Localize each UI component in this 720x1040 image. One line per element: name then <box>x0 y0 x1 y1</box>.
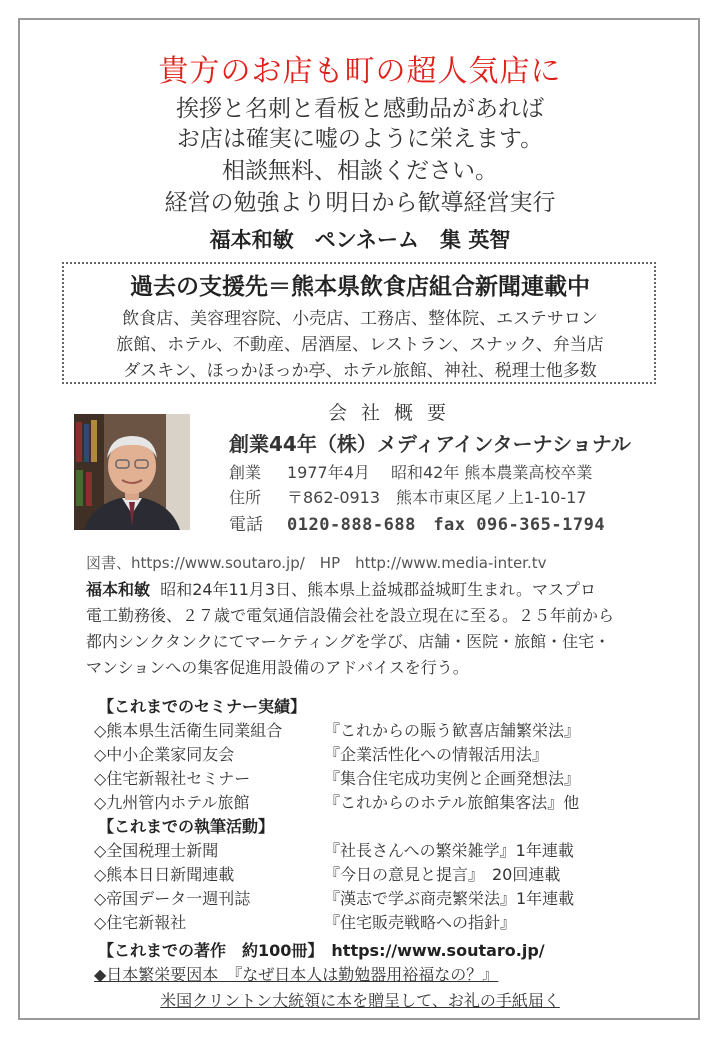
writing-org: ◇全国税理士新聞 <box>94 841 219 860</box>
support-line-3: ダスキン、ほっかほっか亭、ホテル旅館、神社、税理士他多数 <box>123 361 597 381</box>
founded-value: 1977年4月 昭和42年 熊本農業高校卒業 <box>287 463 593 482</box>
bio-line-4: マンションへの集客促進用設備のアドバイスを行う。 <box>86 658 469 677</box>
bio-line-1 <box>86 577 596 600</box>
writing-title: 『漢志で学ぶ商売繁栄法』1年連載 <box>324 889 575 908</box>
company-founded <box>229 460 592 483</box>
company-name: 創業44年（株）メディアインターナショナル <box>229 432 631 456</box>
writing-heading: 【これまでの執筆活動】 <box>98 817 275 836</box>
support-line-2: 旅館、ホテル、不動産、居酒屋、レストラン、スナック、弁当店 <box>116 335 604 355</box>
seminar-org: ◇住宅新報社セミナー <box>94 769 251 788</box>
company-title: 会社概要 <box>328 402 461 424</box>
seminars-heading: 【これまでのセミナー実績】 <box>98 697 307 716</box>
author-photo <box>74 414 190 530</box>
phone-value: 0120-888-688 fax 096-365-1794 <box>287 515 606 535</box>
address-label: 住所 <box>229 488 262 507</box>
bio-line-1-text: 昭和24年11月3日、熊本県上益城郡益城町生まれ。マスプロ <box>160 580 597 599</box>
writing-org: ◇帝国データ一週刊誌 <box>94 889 251 908</box>
writing-title: 『今日の意見と提言』 20回連載 <box>324 865 561 884</box>
address-value: 〒862-0913 熊本市東区尾ノ上1-10-17 <box>287 488 587 507</box>
intro-line-2: お店は確実に嘘のように栄えます。 <box>176 126 544 152</box>
bio-line-3: 都内シンクタンクにてマーケティングを学び、店舗・医院・旅館・住宅・ <box>86 632 611 651</box>
founded-label: 創業 <box>229 463 262 482</box>
seminar-org: ◇九州管内ホテル旅館 <box>94 793 250 812</box>
writing-org: ◇熊本日日新聞連載 <box>94 865 235 884</box>
company-phone <box>229 510 605 535</box>
writing-org: ◇住宅新報社 <box>94 913 187 932</box>
company-address <box>229 485 586 508</box>
writing-title: 『住宅販売戦略への指針』 <box>324 913 517 932</box>
footer-clinton-link[interactable]: 米国クリントン大統領に本を贈呈して、お礼の手紙届く <box>160 991 560 1010</box>
support-line-1: 飲食店、美容理容院、小売店、工務店、整体院、エステサロン <box>122 309 598 329</box>
seminar-title: 『集合住宅成功実例と企画発想法』 <box>324 769 581 788</box>
books-line: 【これまでの著作 約100冊】 https://www.soutaro.jp/ <box>98 941 545 960</box>
seminar-title: 『これからの賑う歓喜店舗繁栄法』 <box>324 721 581 740</box>
seminar-org: ◇熊本県生活衛生同業組合 <box>94 721 283 740</box>
support-heading: 過去の支援先＝熊本県飲食店組合新聞連載中 <box>130 274 590 300</box>
seminar-org: ◇中小企業家同友会 <box>94 745 235 764</box>
headline: 貴方のお店も町の超人気店に <box>158 54 562 89</box>
intro-line-3: 相談無料、相談ください。 <box>222 158 498 184</box>
footer-book-link[interactable]: ◆日本繁栄要因本 『なぜ日本人は勤勉器用裕福なの？』 <box>94 965 499 984</box>
bio-name: 福本和敏 <box>86 580 151 599</box>
seminar-title: 『これからのホテル旅館集客法』他 <box>324 793 580 812</box>
bio-line-2: 電工勤務後、２７歳で電気通信設備会社を設立現在に至る。２５年前から <box>86 606 615 625</box>
seminar-title: 『企業活性化への情報活用法』 <box>324 745 549 764</box>
intro-line-4: 経営の勉強より明日から歓導経営実行 <box>164 190 556 216</box>
writing-title: 『社長さんへの繁栄雑学』1年連載 <box>324 841 574 860</box>
author-line: 福本和敏 ペンネーム 集 英智 <box>209 228 511 252</box>
phone-label: 電話 <box>229 515 263 535</box>
urls-line: 図書、https://www.soutaro.jp/ HP http://www.media-inter.tv <box>86 554 547 572</box>
intro-line-1: 挨拶と名刺と看板と感動品があれば <box>176 96 544 122</box>
